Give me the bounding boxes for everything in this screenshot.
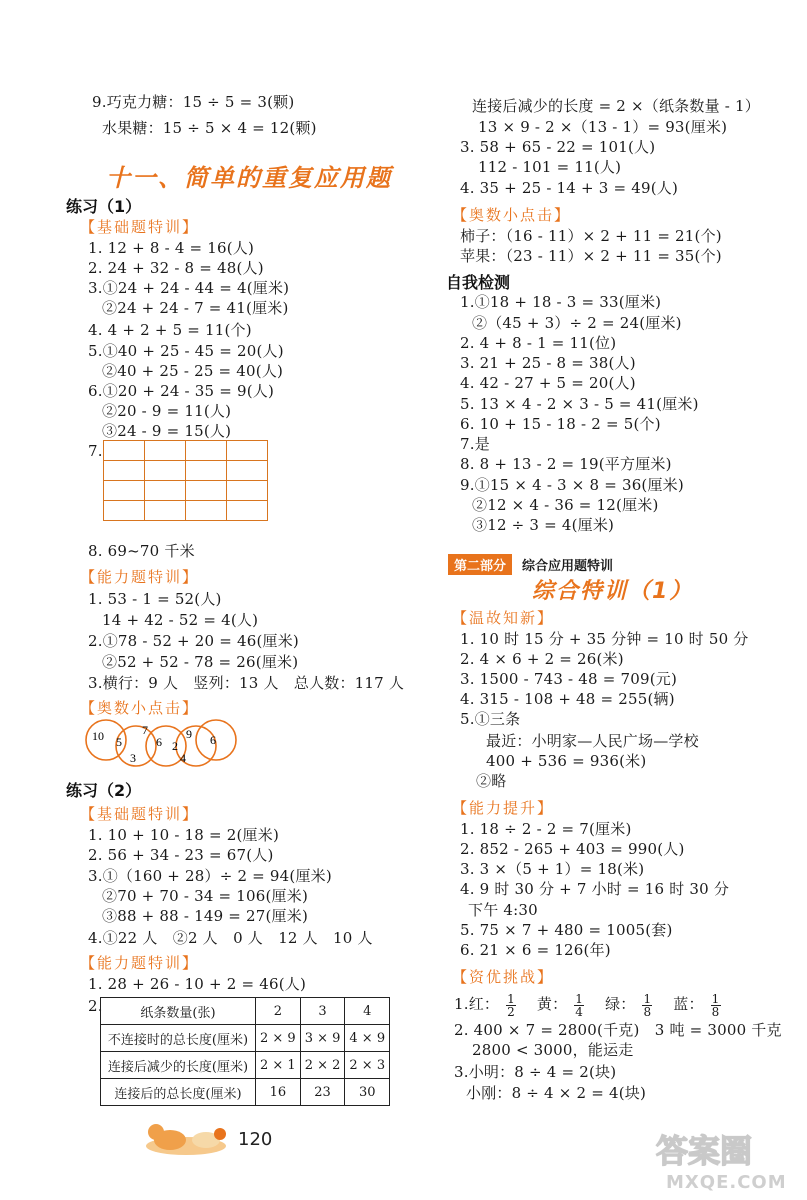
tag-ability: 【能力题特训】 bbox=[80, 954, 200, 972]
answer-line: 5. 75 × 7 + 480 = 1005(套) bbox=[460, 921, 673, 939]
answer-line: ②12 × 4 - 36 = 12(厘米) bbox=[472, 496, 659, 514]
answer-line: 9.巧克力糖：15 ÷ 5 = 3(颗) bbox=[92, 93, 295, 111]
self-check-heading: 自我检测 bbox=[446, 273, 511, 292]
answer-line: 水果糖：15 ÷ 5 × 4 = 12(颗) bbox=[102, 119, 317, 137]
watermark-text: 答案圈 bbox=[656, 1132, 753, 1170]
answer-line: 2. 4 × 6 + 2 = 26(米) bbox=[460, 650, 624, 668]
circle-number: 5 bbox=[116, 735, 122, 749]
section-title: 综合特训（1） bbox=[532, 579, 694, 604]
tag-basic: 【基础题特训】 bbox=[80, 218, 200, 236]
circle-number: 6 bbox=[210, 733, 216, 747]
table-cell: 2 bbox=[256, 998, 301, 1025]
answer-line: 3.①24 + 24 - 44 = 4(厘米) bbox=[88, 279, 290, 297]
answer-line: 4. 315 - 108 + 48 = 255(辆) bbox=[460, 690, 675, 708]
answer-line: 3. 58 + 65 - 22 = 101(人) bbox=[460, 138, 656, 156]
answer-line: ②20 - 9 = 11(人) bbox=[102, 402, 232, 420]
answer-line: 连接后减少的长度 = 2 ×（纸条数量 - 1） bbox=[472, 97, 760, 115]
circle-number: 6 bbox=[156, 735, 162, 749]
table-cell: 连接后的总长度(厘米) bbox=[101, 1079, 256, 1106]
table-row bbox=[101, 1025, 390, 1052]
answer-line: 6.①20 + 24 - 35 = 9(人) bbox=[88, 382, 275, 400]
fraction: $\frac{1}{8}$ bbox=[643, 991, 652, 1019]
answer-line: 5.①40 + 25 - 45 = 20(人) bbox=[88, 342, 284, 360]
answer-line: 2. 56 + 34 - 23 = 67(人) bbox=[88, 846, 274, 864]
answer-line: 3.①（160 + 28）÷ 2 = 94(厘米) bbox=[88, 867, 332, 885]
circle-number: 7 bbox=[142, 723, 148, 737]
answer-line: 3. 3 ×（5 + 1）= 18(米) bbox=[460, 860, 645, 878]
tag-challenge: 【资优挑战】 bbox=[452, 968, 555, 986]
answer-line: 7.是 bbox=[460, 435, 490, 453]
part-subtitle: 综合应用题特训 bbox=[522, 559, 614, 574]
answer-line: 3. 1500 - 743 - 48 = 709(元) bbox=[460, 670, 678, 688]
table-row bbox=[101, 1052, 390, 1079]
answer-line: 3.横行：9 人 竖列：13 人 总人数：117 人 bbox=[88, 674, 405, 692]
answer-line: 3.小明：8 ÷ 4 = 2(块) bbox=[454, 1063, 617, 1081]
color-fraction-line bbox=[454, 990, 723, 1018]
answer-line: 柿子：（16 - 11）× 2 + 11 = 21(个) bbox=[460, 227, 722, 245]
answer-line: 400 + 536 = 936(米) bbox=[486, 752, 647, 770]
tag-basic: 【基础题特训】 bbox=[80, 805, 200, 823]
circle-number: 10 bbox=[92, 729, 104, 743]
tag-olympiad: 【奥数小点击】 bbox=[80, 699, 200, 717]
answer-line: ③88 + 88 - 149 = 27(厘米) bbox=[102, 907, 309, 925]
table-cell: 2 × 9 bbox=[256, 1025, 301, 1052]
table-cell: 4 bbox=[345, 998, 390, 1025]
watermark-logo bbox=[652, 1128, 802, 1196]
answer-line: 8. 8 + 13 - 2 = 19(平方厘米) bbox=[460, 455, 672, 473]
page-number: 120 bbox=[238, 1129, 273, 1150]
label-yellow: 黄： bbox=[536, 995, 568, 1013]
answer-line: 2.①78 - 52 + 20 = 46(厘米) bbox=[88, 632, 299, 650]
label-blue: 蓝： bbox=[673, 995, 704, 1013]
circle bbox=[116, 726, 156, 766]
circle-number: 3 bbox=[130, 751, 136, 765]
table-row bbox=[101, 998, 390, 1025]
watermark-url: MXQE.COM bbox=[666, 1172, 787, 1193]
answer-line: 4. 9 时 30 分 + 7 小时 = 16 时 30 分 bbox=[460, 880, 730, 898]
venn-circles-diagram bbox=[84, 716, 244, 776]
answer-line: 5. 13 × 4 - 2 × 3 - 5 = 41(厘米) bbox=[460, 395, 699, 413]
fraction: $\frac{1}{8}$ bbox=[711, 991, 720, 1019]
answer-line: 2800 < 3000，能运走 bbox=[472, 1041, 634, 1059]
table-cell: 23 bbox=[300, 1079, 345, 1106]
answer-line: 1. 28 + 26 - 10 + 2 = 46(人) bbox=[88, 975, 306, 993]
label-red: 1.红： bbox=[454, 995, 500, 1013]
answer-line: 1. 10 + 10 - 18 = 2(厘米) bbox=[88, 826, 280, 844]
table-cell: 2 × 3 bbox=[345, 1052, 390, 1079]
answer-line: ②略 bbox=[476, 772, 507, 790]
answer-line: ②52 + 52 - 78 = 26(厘米) bbox=[102, 653, 299, 671]
answer-line: 1. 12 + 8 - 4 = 16(人) bbox=[88, 239, 255, 257]
answer-line: ②24 + 24 - 7 = 41(厘米) bbox=[102, 299, 289, 317]
answer-line: ③24 - 9 = 15(人) bbox=[102, 422, 232, 440]
answer-line: ②40 + 25 - 25 = 40(人) bbox=[102, 362, 284, 380]
answer-line: 1. 53 - 1 = 52(人) bbox=[88, 590, 222, 608]
table-cell: 连接后减少的长度(厘米) bbox=[101, 1052, 256, 1079]
table-cell: 2 × 2 bbox=[300, 1052, 345, 1079]
table-cell: 2 × 1 bbox=[256, 1052, 301, 1079]
table-cell: 不连接时的总长度(厘米) bbox=[101, 1025, 256, 1052]
answer-line: 苹果：（23 - 11）× 2 + 11 = 35(个) bbox=[460, 247, 722, 265]
part-badge: 第二部分 bbox=[448, 554, 512, 575]
answer-line: 1. 18 ÷ 2 - 2 = 7(厘米) bbox=[460, 820, 632, 838]
table-cell: 3 × 9 bbox=[300, 1025, 345, 1052]
circle-number: 2 bbox=[172, 739, 178, 753]
table-cell: 4 × 9 bbox=[345, 1025, 390, 1052]
answer-line: 2. 400 × 7 = 2800(千克) 3 吨 = 3000 千克 bbox=[454, 1021, 782, 1039]
answer-line: 5.①三条 bbox=[460, 710, 521, 728]
fraction: $\frac{1}{4}$ bbox=[575, 991, 584, 1019]
circle-number: 9 bbox=[186, 727, 192, 741]
circle bbox=[196, 720, 236, 760]
grid-diagram bbox=[103, 440, 268, 521]
table-cell: 3 bbox=[300, 998, 345, 1025]
tag-ability: 【能力题特训】 bbox=[80, 568, 200, 586]
answer-line: ②（45 + 3）÷ 2 = 24(厘米) bbox=[472, 314, 682, 332]
tag-improve: 【能力提升】 bbox=[452, 799, 555, 817]
answer-line: 1. 10 时 15 分 + 35 分钟 = 10 时 50 分 bbox=[460, 630, 749, 648]
circle-number: 4 bbox=[180, 751, 186, 765]
answer-line: 2. 4 + 8 - 1 = 11(位) bbox=[460, 334, 617, 352]
answer-line: 4. 42 - 27 + 5 = 20(人) bbox=[460, 374, 636, 392]
answer-line: 2. 852 - 265 + 403 = 990(人) bbox=[460, 840, 685, 858]
tag-review: 【温故知新】 bbox=[452, 609, 555, 627]
practice-heading: 练习（2） bbox=[66, 781, 142, 800]
fraction: $\frac{1}{2}$ bbox=[507, 991, 515, 1019]
answer-line: 1.①18 + 18 - 3 = 33(厘米) bbox=[460, 293, 662, 311]
answer-line: 2. bbox=[88, 997, 103, 1015]
table-cell: 30 bbox=[345, 1079, 390, 1106]
section-title: 十一、简单的重复应用题 bbox=[106, 164, 392, 192]
practice-heading: 练习（1） bbox=[66, 197, 142, 216]
strip-length-table bbox=[100, 997, 390, 1106]
tag-olympiad: 【奥数小点击】 bbox=[452, 206, 572, 224]
answer-line: 4. 35 + 25 - 14 + 3 = 49(人) bbox=[460, 179, 678, 197]
answer-line: 4. 4 + 2 + 5 = 11(个) bbox=[88, 321, 252, 339]
answer-line: 7. bbox=[88, 442, 103, 460]
answer-line: 8. 69~70 千米 bbox=[88, 542, 195, 560]
answer-line: 6. 10 + 15 - 18 - 2 = 5(个) bbox=[460, 415, 661, 433]
answer-line: 13 × 9 - 2 ×（13 - 1）= 93(厘米) bbox=[478, 118, 728, 136]
table-row bbox=[101, 1079, 390, 1106]
answer-line: ②70 + 70 - 34 = 106(厘米) bbox=[102, 887, 309, 905]
answer-line: 3. 21 + 25 - 8 = 38(人) bbox=[460, 354, 636, 372]
answer-line: ③12 ÷ 3 = 4(厘米) bbox=[472, 516, 615, 534]
answer-line: 112 - 101 = 11(人) bbox=[478, 158, 622, 176]
answer-line: 14 + 42 - 52 = 4(人) bbox=[102, 611, 259, 629]
label-green: 绿： bbox=[605, 995, 636, 1013]
answer-line: 小刚：8 ÷ 4 × 2 = 4(块) bbox=[466, 1084, 646, 1102]
answer-line: 9.①15 × 4 - 3 × 8 = 36(厘米) bbox=[460, 476, 684, 494]
table-cell: 纸条数量(张) bbox=[101, 998, 256, 1025]
table-cell: 16 bbox=[256, 1079, 301, 1106]
answer-line: 最近：小明家—人民广场—学校 bbox=[486, 732, 699, 750]
answer-line: 6. 21 × 6 = 126(年) bbox=[460, 941, 611, 959]
answer-line: 下午 4:30 bbox=[468, 901, 538, 919]
cartoon-animal-icon bbox=[140, 1112, 236, 1162]
answer-line: 2. 24 + 32 - 8 = 48(人) bbox=[88, 259, 264, 277]
answer-line: 4.①22 人 ②2 人 0 人 12 人 10 人 bbox=[88, 929, 373, 947]
